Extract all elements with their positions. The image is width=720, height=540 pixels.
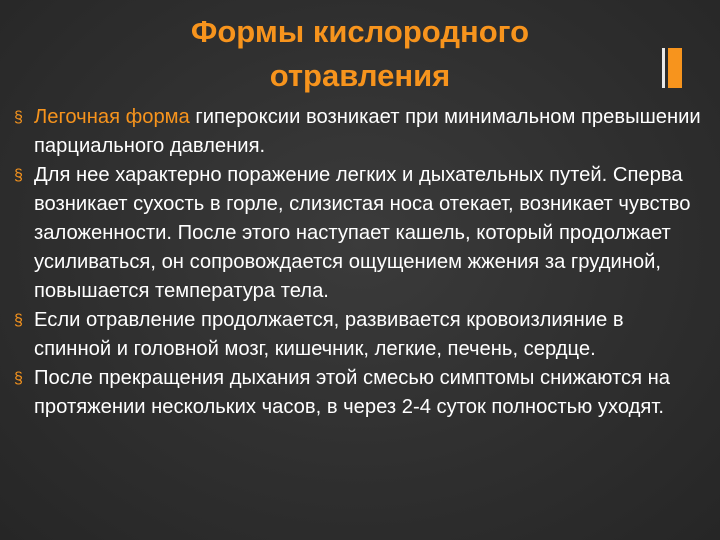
slide-title (120, 10, 600, 98)
accent-bar-thin (662, 48, 665, 88)
bullet-marker: § (14, 109, 23, 126)
bullet-list (14, 103, 704, 422)
bullet-text: гипероксии возникает при минимальном превышении парциального давления. (34, 106, 701, 157)
bullet-item-1 (14, 103, 704, 161)
accent-bar-wide (668, 48, 682, 88)
bullet-text: Если отравление продолжается, развивается кровоизлияние в спинной и головной мозг, кишечник, легкие, печень, сердце. (34, 309, 624, 360)
highlight-term: Легочная форма (34, 106, 190, 128)
decorative-accent-bars (662, 48, 702, 88)
bullet-text: После прекращения дыхания этой смесью симптомы снижаются на протяжении нескольких часов, в через 2-4 суток полностью уходят. (34, 367, 670, 418)
bullet-marker: § (14, 167, 23, 184)
bullet-item-3 (14, 306, 704, 364)
bullet-text: Для нее характерно поражение легких и дыхательных путей. Сперва возникает сухость в горле, слизистая носа отекает, возникает чувство заложенности. После этого наступает кашель, который продолжает усиливаться, он сопровождается ощущением жжения за грудиной, повышается температура тела. (34, 164, 691, 302)
bullet-marker: § (14, 370, 23, 387)
slide-title-line-2: отравления (269, 58, 451, 93)
bullet-marker: § (14, 312, 23, 329)
slide-title-line-1: Формы кислородного (190, 14, 530, 49)
bullet-item-2 (14, 161, 704, 306)
bullet-item-4 (14, 364, 704, 422)
